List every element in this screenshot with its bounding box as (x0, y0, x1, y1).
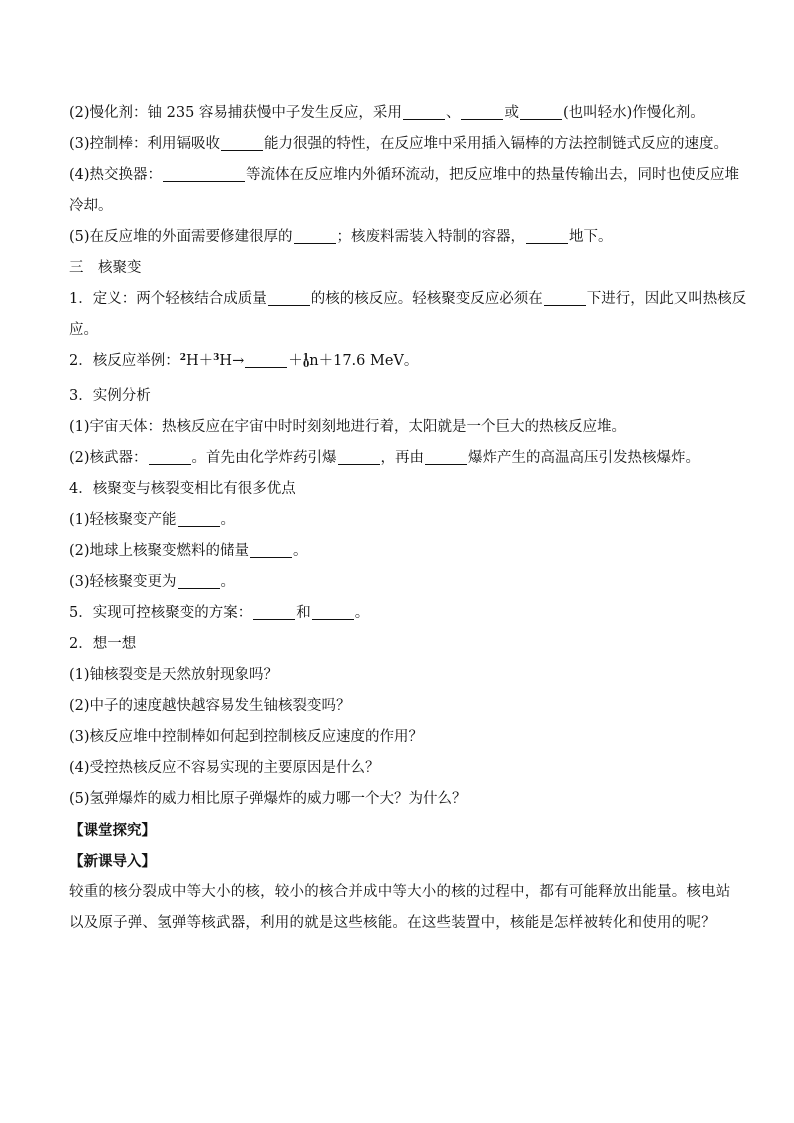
advantages-title: 4．核聚变与核裂变相比有很多优点 (69, 481, 296, 497)
text-segment: (3)轻核聚变更为 (69, 574, 177, 590)
mass-number: 2 (179, 353, 186, 363)
text-segment: 能力很强的特性，在反应堆中采用插入镉棒的方法控制链式反应的速度。 (264, 136, 729, 152)
fill-blank[interactable] (245, 352, 287, 368)
text-segment: 。 (354, 605, 370, 621)
fill-blank[interactable] (461, 104, 503, 120)
think-question-2: (2)中子的速度越快越容易发生铀核裂变吗？ (69, 698, 351, 714)
advantage-1-line (69, 505, 733, 536)
text-segment: 和 (296, 605, 311, 621)
advantage-3-line (69, 567, 733, 598)
fill-blank[interactable] (253, 604, 295, 620)
text-segment: ，再由 (380, 450, 425, 466)
weapon-line (69, 443, 733, 474)
text-segment: 、 (445, 105, 461, 121)
fill-blank[interactable] (526, 228, 568, 244)
text-segment: n＋17.6 MeV。 (309, 353, 419, 369)
text-segment: H＋ (186, 353, 214, 369)
control-rod-line (69, 129, 733, 160)
fusion-example-line (69, 346, 733, 381)
text-segment: 下进行，因此又叫热核反 (586, 291, 747, 307)
fill-blank[interactable] (312, 604, 354, 620)
text-segment: 2．核反应举例： (69, 353, 180, 369)
text-segment: 爆炸产生的高温高压引发热核爆炸。 (468, 450, 701, 466)
think-question-4: (4)受控热核反应不容易实现的主要原因是什么？ (69, 760, 380, 776)
fill-blank[interactable] (338, 449, 380, 465)
text-segment: H→ (219, 353, 245, 369)
section-title-fusion: 三 核聚变 (69, 260, 142, 276)
fill-blank[interactable] (178, 573, 220, 589)
text-segment: ＋ (288, 353, 303, 369)
text-segment: 5．实现可控核聚变的方案： (69, 605, 253, 621)
think-question-3: (3)核反应堆中控制棒如何起到控制核反应速度的作用？ (69, 729, 424, 745)
text-segment: 1．定义：两个轻核结合成质量 (69, 291, 267, 307)
fill-blank[interactable] (221, 135, 263, 151)
new-lesson-intro-text: 较重的核分裂成中等大小的核，较小的核合并成中等大小的核的过程中，都有可能释放出能量。核电站以及原子弹、氢弹等核武器，利用的就是这些核能。在这些装置中，核能是怎样被转化和使用的呢？ (69, 884, 731, 931)
think-question-1: (1)铀核裂变是天然放射现象吗？ (69, 667, 279, 683)
heat-exchanger-line (69, 160, 740, 191)
text-segment: (3)控制棒：利用镉吸收 (69, 136, 221, 152)
text-segment: 。 (293, 543, 308, 559)
moderator-line (69, 98, 733, 129)
text-segment: (2)核武器： (69, 450, 148, 466)
advantage-2-line (69, 536, 733, 567)
document-content (69, 98, 747, 939)
fill-blank[interactable] (149, 449, 191, 465)
fill-blank[interactable] (178, 511, 220, 527)
think-title: 2．想一想 (69, 636, 137, 652)
shield-line (69, 222, 733, 253)
text-segment: (5)在反应堆的外面需要修建很厚的 (69, 229, 293, 245)
text-segment: 地下。 (569, 229, 613, 245)
fusion-definition-line (69, 284, 747, 315)
think-question-5: (5)氢弹爆炸的威力相比原子弹爆炸的威力哪一个大？为什么？ (69, 791, 467, 807)
fusion-definition-line-cont (69, 315, 733, 346)
new-lesson-intro-title: 【新课导入】 (69, 853, 156, 870)
text-segment: 。首先由化学炸药引爆 (191, 450, 337, 466)
text-segment: 。 (220, 512, 236, 528)
fill-blank[interactable] (163, 166, 245, 182)
mass-number: 3 (213, 353, 220, 363)
fill-blank[interactable] (250, 542, 292, 558)
text-segment: 冷却。 (69, 198, 113, 214)
analysis-title: 3．实例分析 (69, 388, 151, 404)
text-segment: (2)地球上核聚变燃料的储量 (69, 543, 250, 559)
text-segment: (2)慢化剂：铀 235 容易捕获慢中子发生反应，采用 (69, 105, 402, 121)
text-segment: 的核的核反应。轻核聚变反应必须在 (310, 291, 543, 307)
text-segment: 或 (504, 105, 519, 121)
text-segment: (也叫轻水)作慢化剂。 (562, 105, 705, 121)
text-segment: (1)轻核聚变产能 (69, 512, 177, 528)
text-segment: 应。 (69, 322, 98, 338)
universe-line: (1)宇宙天体：热核反应在宇宙中时时刻刻地进行着，太阳就是一个巨大的热核反应堆。 (69, 419, 627, 435)
fill-blank[interactable] (520, 104, 562, 120)
fill-blank[interactable] (294, 228, 336, 244)
fill-blank[interactable] (268, 290, 310, 306)
fill-blank[interactable] (403, 104, 445, 120)
mass-number: 1 (302, 353, 309, 363)
fill-blank[interactable] (425, 449, 467, 465)
controlled-fusion-line (69, 598, 733, 629)
text-segment: 等流体在反应堆内外循环流动，把反应堆中的热量传输出去，同时也使反应堆 (246, 167, 740, 183)
heat-exchanger-line-cont (69, 191, 733, 222)
text-segment: 。 (220, 574, 236, 590)
text-segment: ；核废料需装入特制的容器， (336, 229, 526, 245)
classroom-explore-title: 【课堂探究】 (69, 822, 156, 839)
text-segment: (4)热交换器： (69, 167, 163, 183)
fill-blank[interactable] (544, 290, 586, 306)
atomic-number: 0 (302, 360, 310, 370)
